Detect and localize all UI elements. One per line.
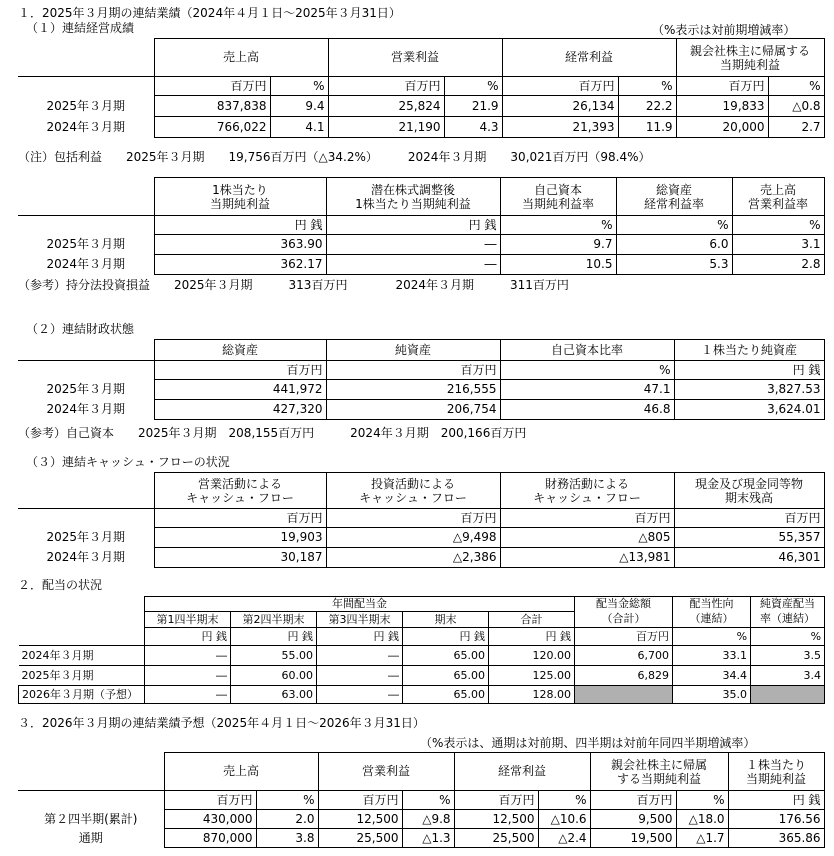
cell: 47.1 bbox=[500, 380, 674, 400]
header-cash-balance: 現金及び現金同等物 期末残高 bbox=[674, 473, 824, 509]
unit: 円 銭 bbox=[674, 361, 824, 380]
unit: % bbox=[732, 216, 824, 235]
unit: % bbox=[751, 628, 825, 646]
cell: 365.86 bbox=[728, 829, 824, 848]
header-doe: 純資産配当 bbox=[751, 597, 825, 612]
cell: 2.8 bbox=[732, 255, 824, 275]
unit: 百万円 bbox=[326, 361, 500, 380]
cell: 20,000 bbox=[676, 117, 768, 138]
cell: 55.00 bbox=[231, 646, 317, 666]
unit: 円 銭 bbox=[145, 628, 231, 646]
header-total: 合計 bbox=[489, 612, 575, 628]
cell: 10.5 bbox=[500, 255, 616, 275]
cell: 362.17 bbox=[154, 255, 326, 275]
cell: 22.2 bbox=[618, 96, 676, 117]
row-label: 2025年３月期 bbox=[18, 235, 154, 255]
header-eps: １株当たり 当期純利益 bbox=[728, 753, 824, 791]
cell: 60.00 bbox=[231, 666, 317, 686]
section4-title: ２．配当の状況 bbox=[18, 578, 103, 592]
unit: 百万円 bbox=[500, 509, 674, 528]
cell: 441,972 bbox=[154, 380, 326, 400]
header-q3: 第3四半期末 bbox=[317, 612, 403, 628]
unit: 百万円 bbox=[674, 509, 824, 528]
cell-blank bbox=[751, 686, 825, 704]
header-ordinary-income: 経常利益 bbox=[454, 753, 590, 791]
table-row bbox=[19, 686, 825, 704]
unit: % bbox=[618, 77, 676, 96]
cell: 9.4 bbox=[270, 96, 328, 117]
cell: 19,833 bbox=[676, 96, 768, 117]
unit: 百万円 bbox=[328, 77, 444, 96]
cell: 65.00 bbox=[403, 666, 489, 686]
unit: % bbox=[270, 77, 328, 96]
header-financing-cf: 財務活動による キャッシュ・フロー bbox=[500, 473, 674, 509]
cell: 26,134 bbox=[502, 96, 618, 117]
unit: 円 銭 bbox=[326, 216, 500, 235]
table-row bbox=[18, 380, 824, 400]
cell: 4.1 bbox=[270, 117, 328, 138]
cell: 33.1 bbox=[673, 646, 751, 666]
table-row bbox=[18, 235, 824, 255]
equity-method-note: （参考）持分法投資損益 2025年３月期 313百万円 2024年３月期 311百万円 bbox=[18, 278, 569, 292]
cell: 11.9 bbox=[618, 117, 676, 138]
header-operating-cf: 営業活動による キャッシュ・フロー bbox=[154, 473, 326, 509]
table-row bbox=[18, 96, 824, 117]
cell: ― bbox=[145, 686, 231, 704]
cell: 6.0 bbox=[616, 235, 732, 255]
cell: 9,500 bbox=[590, 810, 676, 829]
unit: % bbox=[500, 361, 674, 380]
cell: △805 bbox=[500, 528, 674, 548]
cell: 55,357 bbox=[674, 528, 824, 548]
forecast-table bbox=[18, 752, 825, 848]
cell: 128.00 bbox=[489, 686, 575, 704]
unit: 百万円 bbox=[154, 509, 326, 528]
cell: 3.8 bbox=[256, 829, 318, 848]
cell: 120.00 bbox=[489, 646, 575, 666]
unit: % bbox=[444, 77, 502, 96]
cell: 35.0 bbox=[673, 686, 751, 704]
unit: 百万円 bbox=[326, 509, 500, 528]
unit: 円 銭 bbox=[403, 628, 489, 646]
unit: 円 銭 bbox=[489, 628, 575, 646]
row-label: 2025年３月期 bbox=[18, 96, 154, 117]
row-label: 2025年３月期 bbox=[18, 380, 154, 400]
unit: 百万円 bbox=[164, 791, 256, 810]
cell: △18.0 bbox=[676, 810, 728, 829]
header-total-dividend-sub: （合計） bbox=[575, 612, 673, 628]
header-q2: 第2四半期末 bbox=[231, 612, 317, 628]
cell: △9,498 bbox=[326, 528, 500, 548]
header-roa: 総資産 経常利益率 bbox=[616, 178, 732, 216]
header-ordinary-income: 経常利益 bbox=[502, 39, 676, 77]
unit: 百万円 bbox=[318, 791, 402, 810]
unit: % bbox=[616, 216, 732, 235]
table-row bbox=[18, 117, 824, 138]
cell: 3.1 bbox=[732, 235, 824, 255]
cell: 12,500 bbox=[454, 810, 538, 829]
header-operating-income: 営業利益 bbox=[328, 39, 502, 77]
unit: % bbox=[256, 791, 318, 810]
cell: △9.8 bbox=[402, 810, 454, 829]
cell: 125.00 bbox=[489, 666, 575, 686]
cell: △1.3 bbox=[402, 829, 454, 848]
section5-note: （%表示は、通期は対前期、四半期は対前年同四半期増減率） bbox=[420, 736, 756, 750]
unit: 百万円 bbox=[154, 361, 326, 380]
header-diluted-eps: 潜在株式調整後 1株当たり当期純利益 bbox=[326, 178, 500, 216]
cell: ― bbox=[326, 235, 500, 255]
cell: 21.9 bbox=[444, 96, 502, 117]
header-doe-sub: 率（連結） bbox=[751, 612, 825, 628]
header-operating-income: 営業利益 bbox=[318, 753, 454, 791]
unit: 百万円 bbox=[154, 77, 270, 96]
row-label: 2025年３月期 bbox=[19, 666, 145, 686]
table-row bbox=[19, 646, 825, 666]
cell: 837,838 bbox=[154, 96, 270, 117]
cell: 65.00 bbox=[403, 646, 489, 666]
cell: 34.4 bbox=[673, 666, 751, 686]
cell: ― bbox=[317, 646, 403, 666]
header-investing-cf: 投資活動による キャッシュ・フロー bbox=[326, 473, 500, 509]
cell: 3.4 bbox=[751, 666, 825, 686]
unit: % bbox=[673, 628, 751, 646]
header-sales: 売上高 bbox=[154, 39, 328, 77]
header-year-end: 期末 bbox=[403, 612, 489, 628]
cell: 21,393 bbox=[502, 117, 618, 138]
unit: % bbox=[402, 791, 454, 810]
cell: 19,500 bbox=[590, 829, 676, 848]
cell: ― bbox=[145, 666, 231, 686]
cell: 9.7 bbox=[500, 235, 616, 255]
cell: 25,500 bbox=[454, 829, 538, 848]
unit: 円 銭 bbox=[154, 216, 326, 235]
row-label: 2025年３月期 bbox=[18, 528, 154, 548]
cell: ― bbox=[326, 255, 500, 275]
header-net-income: 親会社株主に帰属 する当期純利益 bbox=[590, 753, 728, 791]
table-row bbox=[18, 548, 824, 568]
header-net-income: 親会社株主に帰属する 当期純利益 bbox=[676, 39, 824, 77]
unit: 円 銭 bbox=[231, 628, 317, 646]
equity-note: （参考）自己資本 2025年３月期 208,155百万円 2024年３月期 200,166百万円 bbox=[18, 426, 527, 440]
cell: 5.3 bbox=[616, 255, 732, 275]
cell: 3.5 bbox=[751, 646, 825, 666]
row-label: 2024年３月期 bbox=[19, 646, 145, 666]
unit: % bbox=[538, 791, 590, 810]
cell: 46,301 bbox=[674, 548, 824, 568]
cell: △13,981 bbox=[500, 548, 674, 568]
section1-note: （%表示は対前期増減率） bbox=[652, 23, 796, 37]
unit: 百万円 bbox=[454, 791, 538, 810]
cell: 430,000 bbox=[164, 810, 256, 829]
section5-title: ３．2026年３月期の連結業績予想（2025年４月１日～2026年３月31日） bbox=[18, 716, 425, 730]
header-eps: 1株当たり 当期純利益 bbox=[154, 178, 326, 216]
cell: 766,022 bbox=[154, 117, 270, 138]
header-total-dividend: 配当金総額 bbox=[575, 597, 673, 612]
cell-blank bbox=[575, 686, 673, 704]
cell: 4.3 bbox=[444, 117, 502, 138]
cell: 6,829 bbox=[575, 666, 673, 686]
section1-title: １．2025年３月期の連結業績（2024年４月１日～2025年３月31日） bbox=[18, 6, 401, 20]
cell: △10.6 bbox=[538, 810, 590, 829]
unit: % bbox=[676, 791, 728, 810]
header-equity-ratio: 自己資本比率 bbox=[500, 340, 674, 361]
table-row bbox=[18, 810, 824, 829]
cell: △2,386 bbox=[326, 548, 500, 568]
per-share-table bbox=[18, 177, 825, 275]
cell: 21,190 bbox=[328, 117, 444, 138]
cell: 30,187 bbox=[154, 548, 326, 568]
cell: 65.00 bbox=[403, 686, 489, 704]
cell: ― bbox=[145, 646, 231, 666]
financial-position-table bbox=[18, 339, 825, 420]
header-sales: 売上高 bbox=[164, 753, 318, 791]
unit: 百万円 bbox=[676, 77, 768, 96]
header-payout-ratio-sub: （連結） bbox=[673, 612, 751, 628]
cell: 12,500 bbox=[318, 810, 402, 829]
cell: 363.90 bbox=[154, 235, 326, 255]
section2-sub: （２）連結財政状態 bbox=[26, 322, 135, 336]
unit: % bbox=[500, 216, 616, 235]
cell: ― bbox=[317, 666, 403, 686]
header-bps: １株当たり純資産 bbox=[674, 340, 824, 361]
cell: 176.56 bbox=[728, 810, 824, 829]
unit: 百万円 bbox=[590, 791, 676, 810]
table-row bbox=[19, 666, 825, 686]
table-row bbox=[18, 528, 824, 548]
cell: 870,000 bbox=[164, 829, 256, 848]
cell: △0.8 bbox=[768, 96, 824, 117]
operating-results-table bbox=[18, 38, 825, 138]
row-label: 2024年３月期 bbox=[18, 548, 154, 568]
row-label: 第２四半期(累計) bbox=[18, 810, 164, 829]
cell: △1.7 bbox=[676, 829, 728, 848]
header-q1: 第1四半期末 bbox=[145, 612, 231, 628]
table-row bbox=[18, 829, 824, 848]
header-net-assets: 純資産 bbox=[326, 340, 500, 361]
row-label: 通期 bbox=[18, 829, 164, 848]
header-roe: 自己資本 当期純利益率 bbox=[500, 178, 616, 216]
table-row bbox=[18, 255, 824, 275]
cell: 427,320 bbox=[154, 400, 326, 420]
cell: 2.7 bbox=[768, 117, 824, 138]
comprehensive-income-note: （注）包括利益 2025年３月期 19,756百万円（△34.2%） 2024年３月期 30,021百万円（98.4%） bbox=[18, 150, 651, 164]
section1-sub: （１）連結経営成績 bbox=[26, 21, 135, 35]
row-label: 2024年３月期 bbox=[18, 117, 154, 138]
unit: 百万円 bbox=[575, 628, 673, 646]
unit: 百万円 bbox=[502, 77, 618, 96]
cell: 2.0 bbox=[256, 810, 318, 829]
section3-sub: （３）連結キャッシュ・フローの状況 bbox=[26, 455, 230, 469]
unit: % bbox=[768, 77, 824, 96]
cell: 216,555 bbox=[326, 380, 500, 400]
cell: 3,624.01 bbox=[674, 400, 824, 420]
row-label: 2024年３月期 bbox=[18, 255, 154, 275]
dividend-table bbox=[18, 596, 825, 704]
cell: △2.4 bbox=[538, 829, 590, 848]
header-total-assets: 総資産 bbox=[154, 340, 326, 361]
cell: 3,827.53 bbox=[674, 380, 824, 400]
table-row bbox=[18, 400, 824, 420]
cell: 25,500 bbox=[318, 829, 402, 848]
row-label: 2026年３月期（予想） bbox=[19, 686, 145, 704]
header-payout-ratio: 配当性向 bbox=[673, 597, 751, 612]
header-annual-dividend: 年間配当金 bbox=[145, 597, 575, 612]
cell: 25,824 bbox=[328, 96, 444, 117]
cash-flow-table bbox=[18, 472, 825, 568]
unit: 円 銭 bbox=[728, 791, 824, 810]
unit: 円 銭 bbox=[317, 628, 403, 646]
cell: 63.00 bbox=[231, 686, 317, 704]
row-label: 2024年３月期 bbox=[18, 400, 154, 420]
cell: ― bbox=[317, 686, 403, 704]
header-margin: 売上高 営業利益率 bbox=[732, 178, 824, 216]
cell: 6,700 bbox=[575, 646, 673, 666]
cell: 206,754 bbox=[326, 400, 500, 420]
cell: 19,903 bbox=[154, 528, 326, 548]
cell: 46.8 bbox=[500, 400, 674, 420]
